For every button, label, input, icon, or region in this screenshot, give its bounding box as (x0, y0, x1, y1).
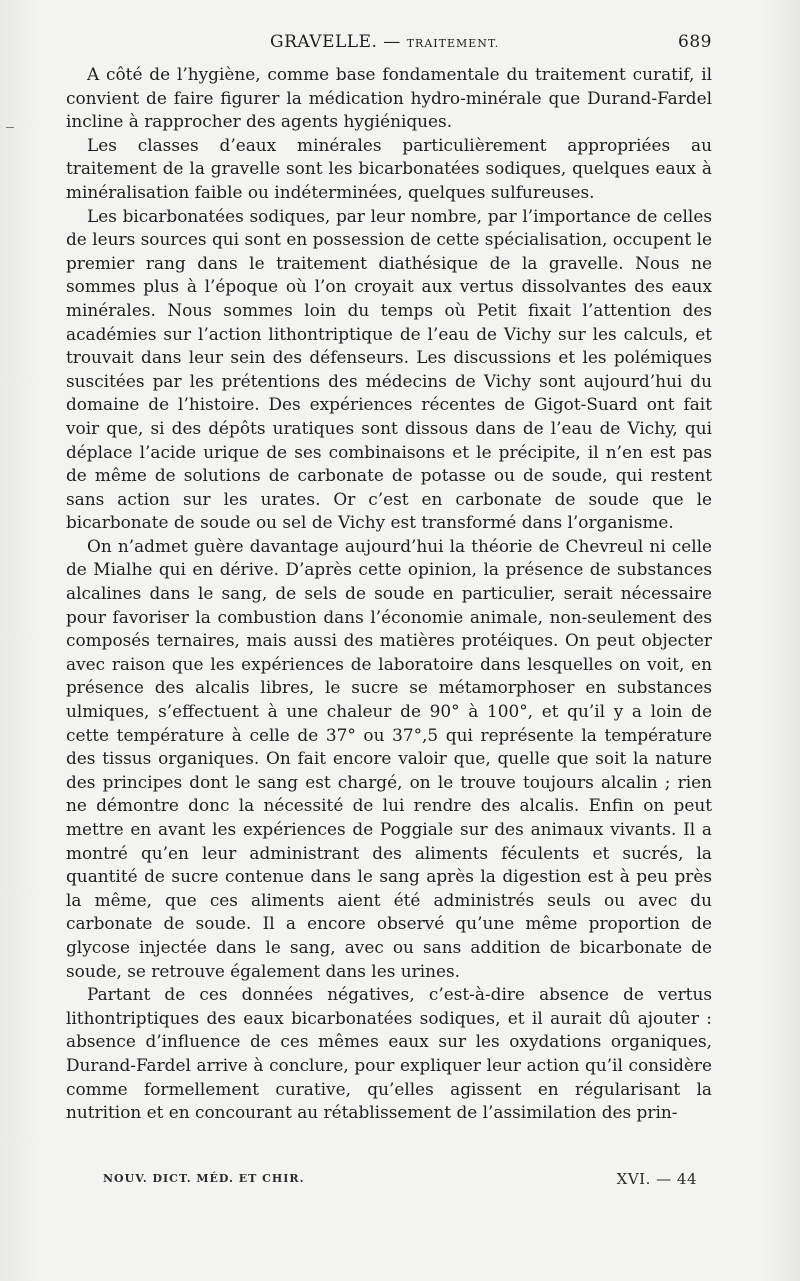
running-title: GRAVELLE. (270, 32, 378, 52)
paragraph-chevreul: On n’admet guère davantage aujourd’hui la théorie de Chevreul ni celle de Mialhe qui en dérive. D’après cette opinion, la présence de substances alcalines dans le sang, de sels de soude en particulier, serait nécessaire pour favoriser la combustion dans l’économie animale, non-seulement des composés ternaires, mais aussi des matières protéiques. On peut objecter avec raison que les expériences de laboratoire dans lesquelles on voit, en présence des alcalis libres, le sucre se métamorphoser en substances ulmiques, s’effectuent à une chaleur de 90° à 100°, et qu’il y a loin de cette température à celle de 37° ou 37°,5 qui représente la température des tissus organiques. On fait encore valoir que, quelle que soit la nature des principes dont le sang est chargé, on le trouve toujours alcalin ; rien ne démontre donc la nécessité de lui rendre des alcalis. Enfin on peut mettre en avant les expériences de Poggiale sur des animaux vivants. Il a montré qu’en leur administrant des aliments féculents et sucrés, la quantité de sucre contenue dans le sang après la digestion est à peu près la même, que ces aliments aient été administrés seuls ou avec du carbonate de soude. Il a encore observé qu’une même proportion de glycose injectée dans le sang, avec ou sans addition de bicarbonate de soude, se retrouve également dans les urines. (66, 535, 712, 981)
margin-mark (6, 127, 14, 128)
signature-mark: XVI. — 44 (616, 1170, 697, 1188)
paragraph-hygiene: A côté de l’hygiène, comme base fondamentale du traitement curatif, il convient de faire figurer la médication hydro-minérale que Durand-Fardel incline à rapprocher des agents hygiéniques. (66, 64, 712, 132)
paragraph-conclusion: Partant de ces données négatives, c’est-à-dire absence de vertus lithontriptiques des eaux bicarbonatées sodiques, et il aurait dû ajouter : absence d’influence de ces mêmes eaux sur les oxydations organiques, Durand-Fardel arrive à conclure, pour expliquer leur action qu’il considère comme formellement curative, qu’elles agissent en régularisant la nutrition et en concourant au rétablissement de l’assimilation des prin- (66, 984, 712, 1123)
paragraph-bicarbonatees: Les bicarbonatées sodiques, par leur nombre, par l’importance de celles de leurs sources qui sont en possession de cette spécialisation, occupent le premier rang dans le traitement diathésique de la gravelle. Nous ne sommes plus à l’époque où l’on croyait aux vertus dissolvantes des eaux minérales. Nous sommes loin du temps où Petit fixait l’attention des académies sur l’action lithontriptique de l’eau de Vichy sur les calculs, et trouvait dans leur sein des défenseurs. Les discussions et les polémiques suscitées par les prétentions des médecins de Vichy sont aujourd’hui du domaine de l’histoire. Des expériences récentes de Gigot-Suard ont fait voir que, si des dépôts uratiques sont dissous dans de l’eau de Vichy, qui déplace l’acide urique de ses combinaisons et le précipite, il n’en est pas de même de solutions de carbonate de potasse ou de soude, qui restent sans action sur les urates. Or c’est en carbonate de soude que le bicarbonate de soude ou sel de Vichy est transformé dans l’organisme. (66, 205, 712, 533)
header-dash: — (383, 32, 401, 52)
page-footer (103, 1170, 697, 1188)
imprint-line: NOUV. DICT. MÉD. ET CHIR. (103, 1172, 305, 1185)
body-text (66, 63, 712, 1125)
running-title-group (270, 32, 499, 52)
running-header (66, 30, 712, 56)
paragraph-classes: Les classes d’eaux minérales particulièrement appropriées au traitement de la gravelle sont les bicarbonatées sodiques, quelques eaux à minéralisation faible ou indéterminées, quelques sulfureuses. (66, 134, 712, 202)
page-number: 689 (678, 32, 712, 52)
section-title: TRAITEMENT. (406, 37, 500, 50)
